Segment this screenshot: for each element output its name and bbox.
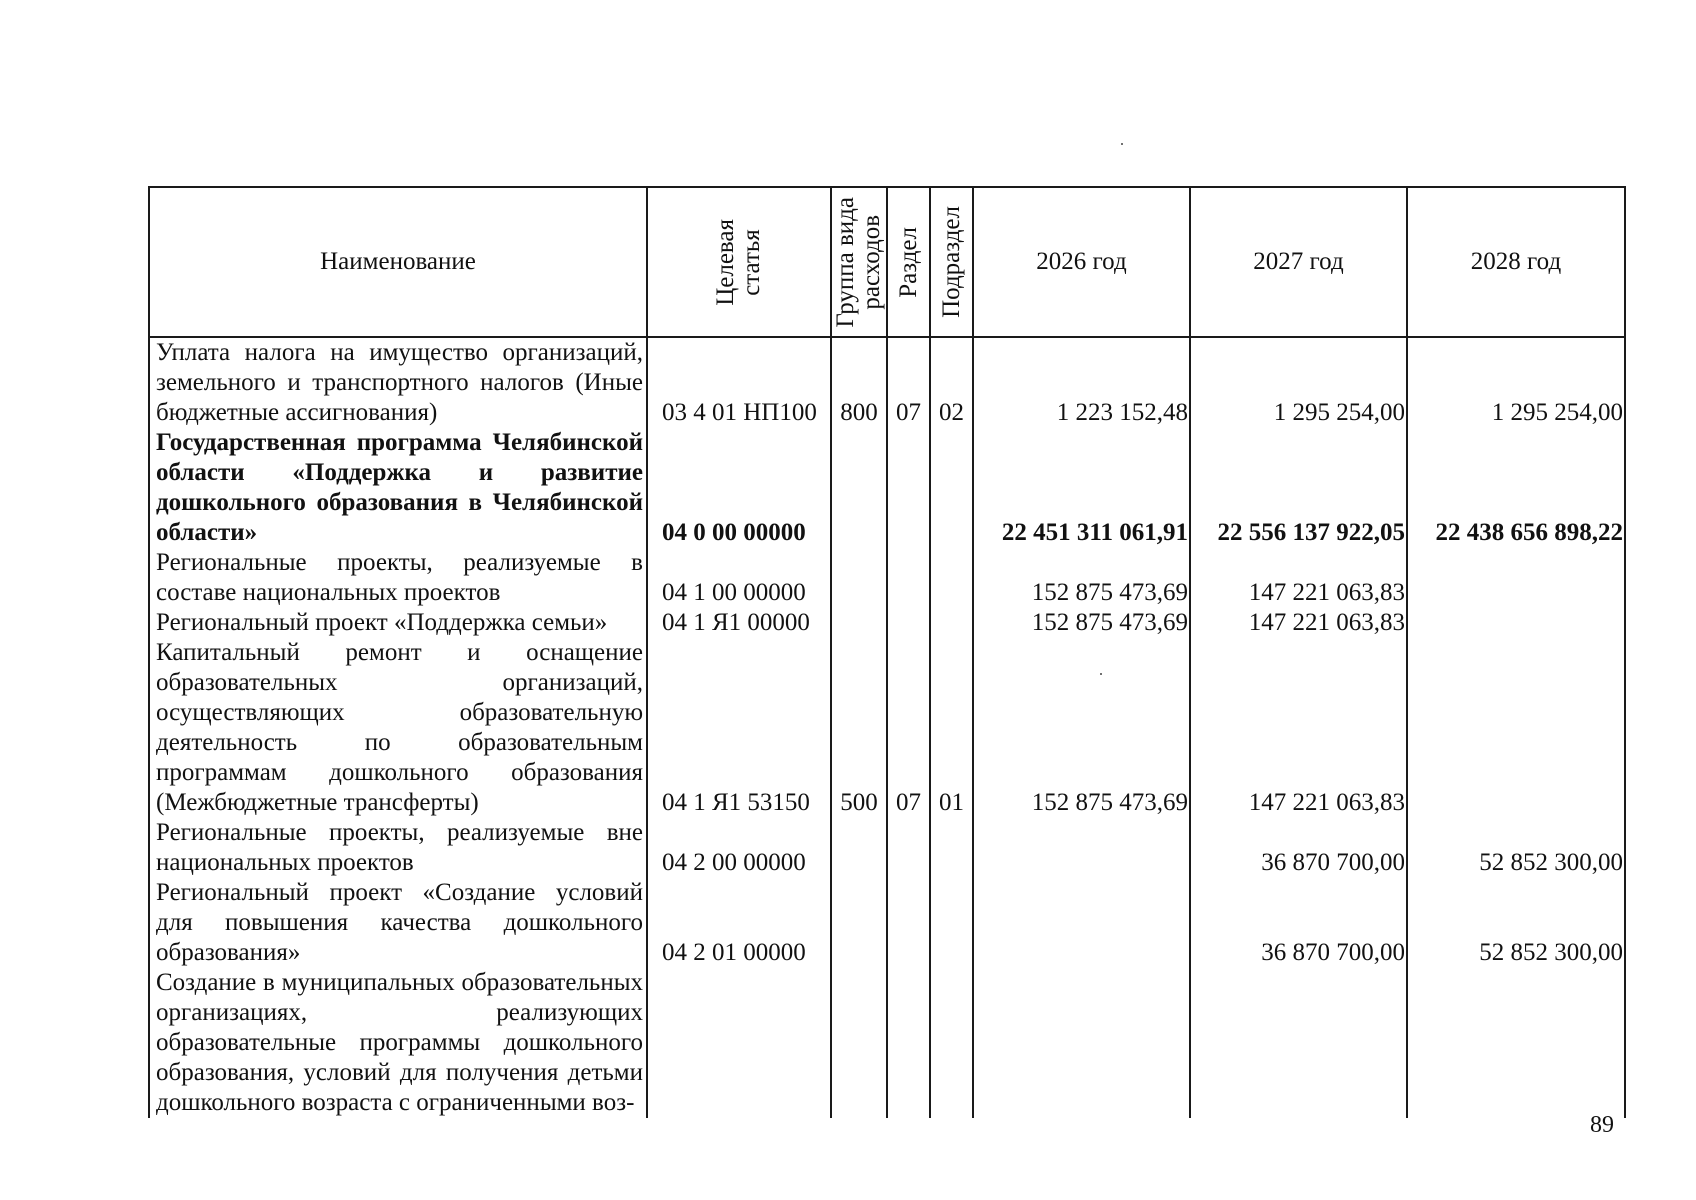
row-name: Региональный проект «Создание условий для повышения качества дошкольного образования» bbox=[149, 878, 647, 968]
table-header-row bbox=[149, 187, 1625, 337]
budget-table bbox=[148, 186, 1626, 1118]
row-amount-2028: 1 295 254,00 bbox=[1407, 337, 1625, 428]
row-amount-2026 bbox=[973, 968, 1190, 1118]
row-section bbox=[887, 428, 930, 548]
row-amount-2028 bbox=[1407, 638, 1625, 818]
header-name: Наименование bbox=[149, 187, 647, 337]
row-amount-2028 bbox=[1407, 608, 1625, 638]
row-amount-2027: 1 295 254,00 bbox=[1190, 337, 1407, 428]
row-amount-2027 bbox=[1190, 968, 1407, 1118]
row-expense-group: 800 bbox=[831, 337, 887, 428]
header-target-article-line2: статья bbox=[738, 228, 765, 296]
scan-speck bbox=[1100, 673, 1102, 675]
scan-speck bbox=[1121, 143, 1123, 145]
row-expense-group bbox=[831, 878, 887, 968]
row-expense-group bbox=[831, 818, 887, 878]
row-section bbox=[887, 818, 930, 878]
row-target-article: 03 4 01 НП100 bbox=[647, 337, 831, 428]
row-subsection bbox=[930, 968, 973, 1118]
row-amount-2026: 22 451 311 061,91 bbox=[973, 428, 1190, 548]
row-amount-2027: 36 870 700,00 bbox=[1190, 818, 1407, 878]
row-target-article: 04 1 00 00000 bbox=[647, 548, 831, 608]
row-amount-2026 bbox=[973, 878, 1190, 968]
row-amount-2027: 22 556 137 922,05 bbox=[1190, 428, 1407, 548]
row-name: Создание в муниципальных образовательных организациях, реализующих образовательные программы дошкольного образования, условий для получения детьми дошкольного возраста с ограниченными воз- bbox=[149, 968, 647, 1118]
row-target-article: 04 0 00 00000 bbox=[647, 428, 831, 548]
row-amount-2028 bbox=[1407, 968, 1625, 1118]
row-amount-2028: 22 438 656 898,22 bbox=[1407, 428, 1625, 548]
header-section-label: Раздел bbox=[894, 226, 922, 298]
row-amount-2028 bbox=[1407, 548, 1625, 608]
row-expense-group bbox=[831, 548, 887, 608]
table-row bbox=[149, 878, 1625, 968]
row-target-article: 04 2 00 00000 bbox=[647, 818, 831, 878]
header-subsection-label: Подраздел bbox=[937, 206, 965, 318]
row-amount-2028: 52 852 300,00 bbox=[1407, 878, 1625, 968]
row-amount-2026: 1 223 152,48 bbox=[973, 337, 1190, 428]
row-amount-2026 bbox=[973, 818, 1190, 878]
row-subsection bbox=[930, 428, 973, 548]
row-target-article: 04 2 01 00000 bbox=[647, 878, 831, 968]
row-target-article bbox=[647, 968, 831, 1118]
row-subsection bbox=[930, 878, 973, 968]
row-section bbox=[887, 548, 930, 608]
header-expense-group-line1: Группа вида bbox=[832, 196, 859, 328]
header-subsection bbox=[930, 187, 973, 337]
table-row bbox=[149, 968, 1625, 1118]
row-name: Уплата налога на имущество организаций, земельного и транспортного налогов (Иные бюджетные ассигнования) bbox=[149, 337, 647, 428]
row-amount-2027: 36 870 700,00 bbox=[1190, 878, 1407, 968]
header-section bbox=[887, 187, 930, 337]
row-amount-2026: 152 875 473,69 bbox=[973, 548, 1190, 608]
row-section bbox=[887, 608, 930, 638]
row-amount-2027: 147 221 063,83 bbox=[1190, 548, 1407, 608]
row-target-article: 04 1 Я1 53150 bbox=[647, 638, 831, 818]
row-section: 07 bbox=[887, 337, 930, 428]
header-expense-group bbox=[831, 187, 887, 337]
row-name: Региональный проект «Поддержка семьи» bbox=[149, 608, 647, 638]
row-amount-2027: 147 221 063,83 bbox=[1190, 638, 1407, 818]
row-section bbox=[887, 878, 930, 968]
row-subsection bbox=[930, 818, 973, 878]
header-year-2028: 2028 год bbox=[1407, 187, 1625, 337]
row-amount-2027: 147 221 063,83 bbox=[1190, 608, 1407, 638]
row-subsection bbox=[930, 548, 973, 608]
row-section bbox=[887, 968, 930, 1118]
row-expense-group: 500 bbox=[831, 638, 887, 818]
header-expense-group-line2: расходов bbox=[858, 214, 885, 310]
row-subsection bbox=[930, 608, 973, 638]
header-year-2027: 2027 год bbox=[1190, 187, 1407, 337]
table-row bbox=[149, 638, 1625, 818]
row-expense-group bbox=[831, 608, 887, 638]
header-target-article-line1: Целевая bbox=[712, 218, 739, 306]
table-row bbox=[149, 428, 1625, 548]
row-subsection: 02 bbox=[930, 337, 973, 428]
row-name: Государственная программа Челябинской области «Поддержка и развитие дошкольного образования в Челябинской области» bbox=[149, 428, 647, 548]
row-amount-2028: 52 852 300,00 bbox=[1407, 818, 1625, 878]
table-row bbox=[149, 818, 1625, 878]
row-amount-2026: 152 875 473,69 bbox=[973, 638, 1190, 818]
row-amount-2026: 152 875 473,69 bbox=[973, 608, 1190, 638]
row-expense-group bbox=[831, 968, 887, 1118]
page-number: 89 bbox=[1590, 1112, 1614, 1138]
row-name: Региональные проекты, реализуемые в составе национальных проектов bbox=[149, 548, 647, 608]
table-body bbox=[149, 337, 1625, 1118]
row-section: 07 bbox=[887, 638, 930, 818]
table-row bbox=[149, 608, 1625, 638]
header-year-2026: 2026 год bbox=[973, 187, 1190, 337]
row-name: Региональные проекты, реализуемые вне национальных проектов bbox=[149, 818, 647, 878]
row-target-article: 04 1 Я1 00000 bbox=[647, 608, 831, 638]
table-row bbox=[149, 337, 1625, 428]
row-expense-group bbox=[831, 428, 887, 548]
header-target-article bbox=[647, 187, 831, 337]
row-name: Капитальный ремонт и оснащение образовательных организаций, осуществляющих образовательную деятельность по образовательным программам дошкольного образования (Межбюджетные трансферты) bbox=[149, 638, 647, 818]
table-row bbox=[149, 548, 1625, 608]
row-subsection: 01 bbox=[930, 638, 973, 818]
